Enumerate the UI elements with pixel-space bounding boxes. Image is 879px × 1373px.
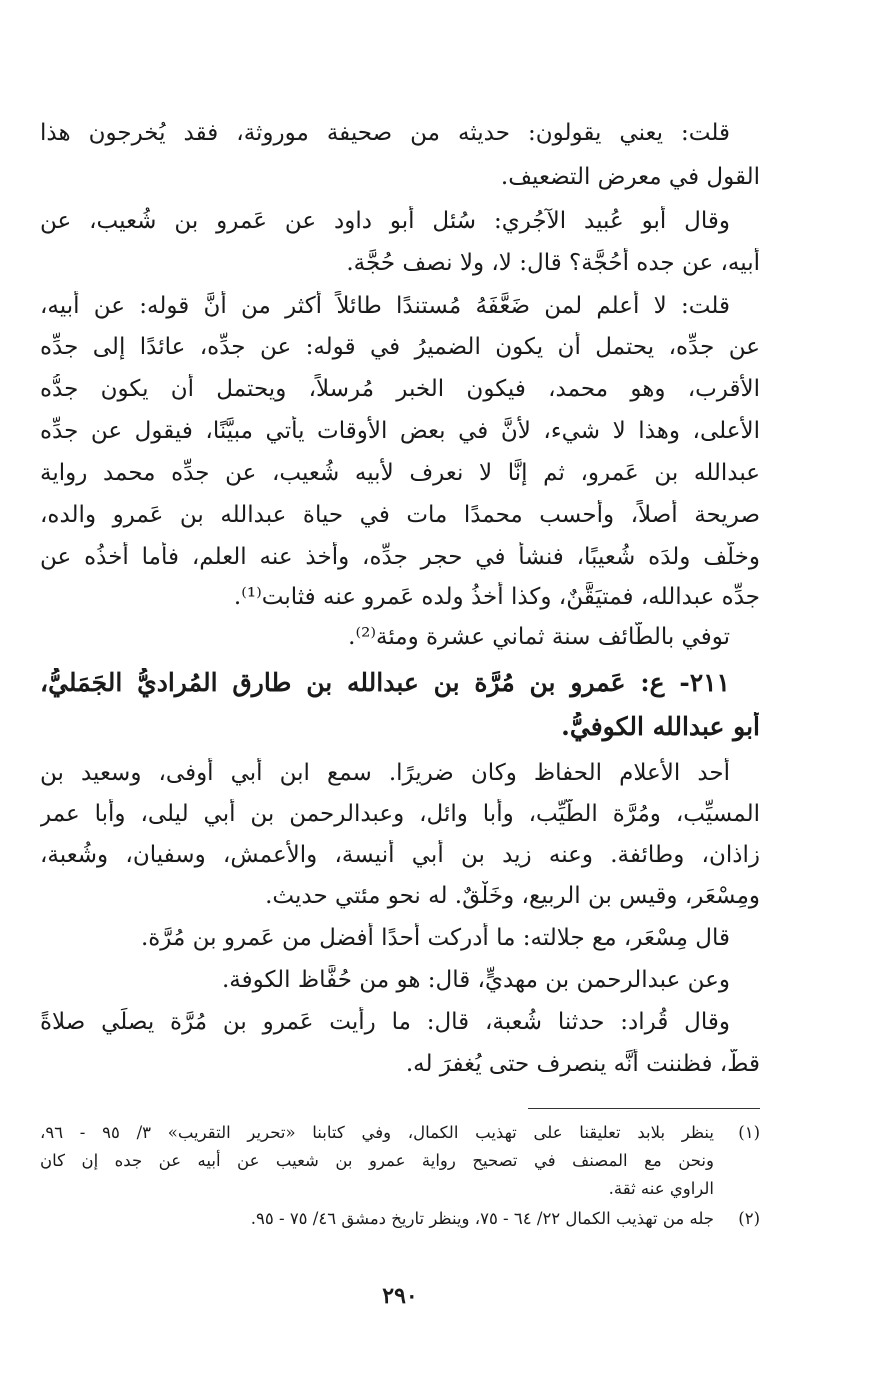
body-line: أحد الأعلام الحفاظ وكان ضريرًا. سمع ابن أبي أوفى، وسعيد بن xyxy=(40,760,730,786)
book-page xyxy=(40,118,760,1318)
footnote-number: (١) xyxy=(738,1123,760,1142)
footnote-number: (٢) xyxy=(738,1209,760,1228)
page-number: ٢٩٠ xyxy=(382,1283,418,1309)
entry-heading: ٢١١- ع: عَمرو بن مُرَّة بن عبدالله بن طارق المُراديُّ الجَمَليُّ، xyxy=(40,668,730,697)
body-line: قلت: يعني يقولون: حديثه من صحيفة موروثة، فقد يُخرجون هذا xyxy=(40,120,730,146)
footnote-text: ونحن مع المصنف في تصحيح رواية عمرو بن شعيب عن أبيه عن جده إن كان xyxy=(40,1151,714,1170)
footnote-text: الراوي عنه ثقة. xyxy=(608,1179,714,1198)
footnote-text: ينظر بلابد تعليقنا على تهذيب الكمال، وفي كتابنا «تحرير التقريب» ٣/ ٩٥ - ٩٦، xyxy=(40,1123,714,1142)
footnote-1-line xyxy=(40,1148,760,1174)
body-line: قلت: لا أعلم لمن ضَعَّفَهُ مُستندًا طائلاً أكثر من أنَّ قوله: عن أبيه، xyxy=(40,293,730,319)
body-line: ومِسْعَر، وقيس بن الربيع، وخَلْقٌ. له نحو مئتي حديث. xyxy=(265,883,760,909)
body-line: القول في معرض التضعيف. xyxy=(500,164,760,190)
footnote-text: جله من تهذيب الكمال ٢٢/ ٦٤ - ٧٥، وينظر تاريخ دمشق ٤٦/ ٧٥ - ٩٥. xyxy=(250,1209,714,1228)
body-line: قطُّ، فظننت أنَّه ينصرف حتى يُغفرَ له. xyxy=(405,1051,760,1077)
body-line: جدِّه عبدالله، فمتيَقَّنٌ، وكذا أخذُ ولده عَمرو عنه فثابت⁽¹⁾. xyxy=(233,584,760,610)
body-line: وخلَّف ولدَه شُعيبًا، فنشأ في حجر جدِّه، وأخذ عنه العلم، فأما أخذُه عن xyxy=(40,544,760,570)
body-line: عن جدِّه، يحتمل أن يكون الضميرُ في قوله: عن جدِّه، عائدًا إلى جدِّه xyxy=(40,334,760,360)
body-line: أبيه، عن جده أحُجَّة؟ قال: لا، ولا نصف حُجَّة. xyxy=(346,250,760,276)
footnote-1-line xyxy=(40,1120,760,1146)
body-line: زاذان، وطائفة. وعنه زيد بن أبي أنيسة، والأعمش، وسفيان، وشُعبة، xyxy=(40,842,760,868)
body-line: الأقرب، وهو محمد، فيكون الخبر مُرسلاً، ويحتمل أن يكون جدُّه xyxy=(40,376,760,402)
entry-heading: أبو عبدالله الكوفيُّ. xyxy=(561,712,760,741)
body-line: توفي بالطَّائف سنة ثماني عشرة ومئة⁽²⁾. xyxy=(348,624,730,650)
body-line: صريحة أصلاً، وأحسب محمدًا مات في حياة عبدالله بن عَمرو والده، xyxy=(40,502,760,528)
body-line: الأعلى، وهذا لا شيء، لأنَّ في بعض الأوقات يأتي مبيَّنًا، فيقول عن جدِّه xyxy=(40,418,760,444)
footnote-separator xyxy=(528,1108,760,1109)
body-line: المسيِّب، ومُرَّة الطَّيِّب، وأبا وائل، وعبدالرحمن بن أبي ليلى، وأبا عمر xyxy=(40,801,760,827)
body-line: وعن عبدالرحمن بن مهديٍّ، قال: هو من حُفَّاظ الكوفة. xyxy=(221,967,730,993)
body-line: وقال أبو عُبيد الآجُري: سُئل أبو داود عن عَمرو بن شُعيب، عن xyxy=(40,208,730,234)
footnote-1-line xyxy=(40,1176,760,1202)
body-line: قال مِسْعَر، مع جلالته: ما أدركت أحدًا أفضل من عَمرو بن مُرَّة. xyxy=(140,925,730,951)
footnote-2-line xyxy=(40,1206,760,1232)
body-line: عبدالله بن عَمرو، ثم إنَّا لا نعرف لأبيه شُعيب، عن جدِّه محمد رواية xyxy=(40,460,760,486)
body-line: وقال قُراد: حدثنا شُعبة، قال: ما رأيت عَمرو بن مُرَّة يصلِّي صلاةً xyxy=(40,1009,730,1035)
